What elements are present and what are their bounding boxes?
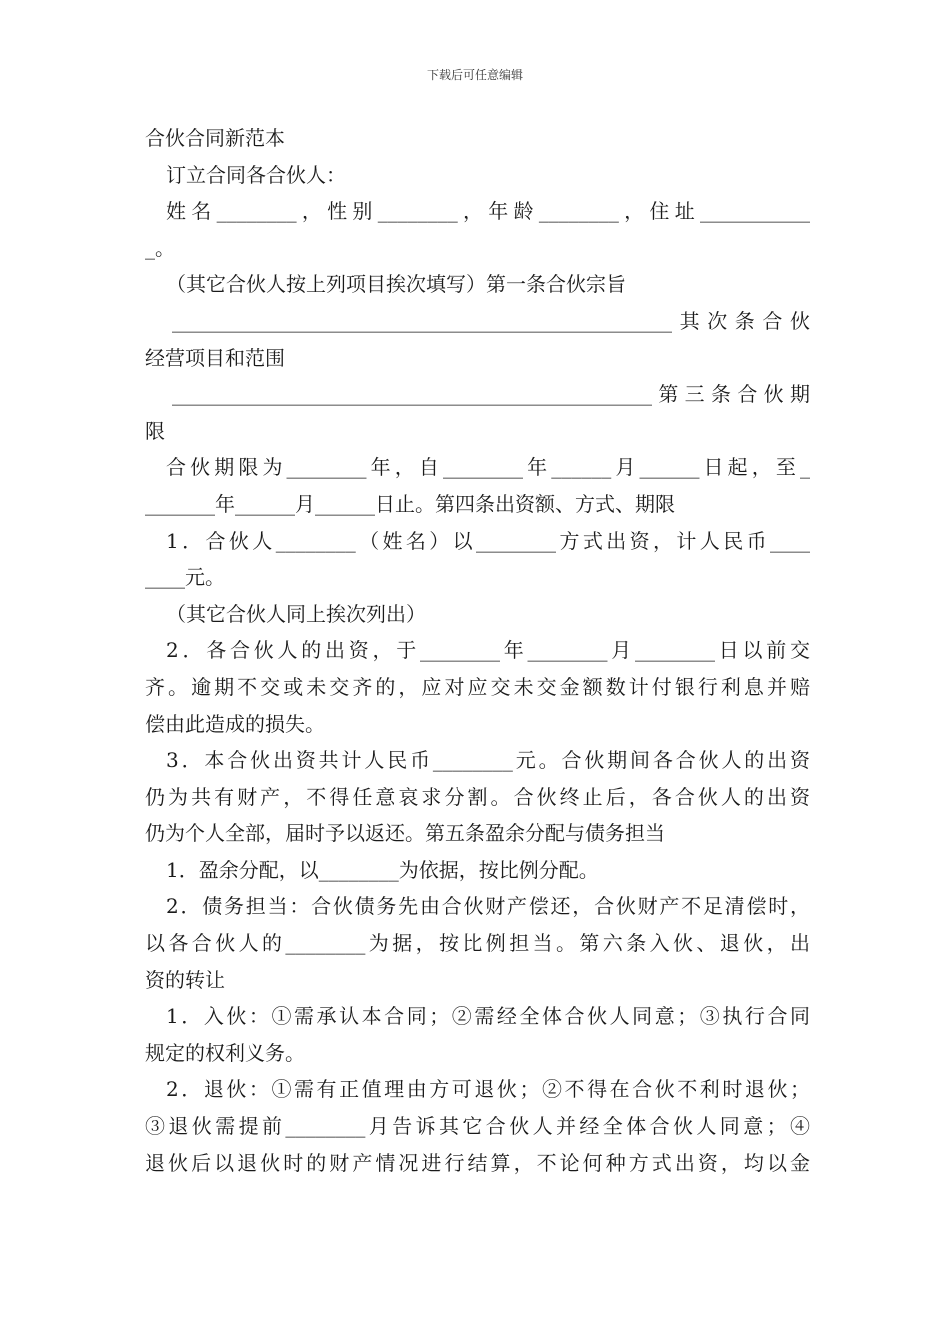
text-line: 以各合伙人的________为据，按比例担当。第六条入伙、退伙，出 [145,931,810,956]
page-header: 下载后可任意编辑 [426,68,523,82]
text-line: 1．盈余分配，以________为依据，按比例分配。 [166,857,599,882]
text-line: 偿由此造成的损失。 [145,711,325,736]
text-line: __________________________________________________其次条合伙 [172,308,810,333]
text-line: 订立合同各合伙人： [166,162,346,187]
text-line: 合伙期限为________年，自________年______月______日起，至_ [166,455,810,480]
text-line: 2．各合伙人的出资，于________年________月________日以前交 [166,638,810,663]
document-title: 合伙合同新范本 [145,126,285,150]
text-line: 齐。逾期不交或未交齐的，应对应交未交金额数计付银行利息并赔 [145,674,810,699]
text-line: 仍为个人全部，届时予以返还。第五条盈余分配与债务担当 [145,821,665,846]
text-line: 限 [145,418,165,443]
text-line: 仍为共有财产，不得任意哀求分割。合伙终止后，各合伙人的出资 [145,784,810,809]
text-line: 2．债务担当：合伙债务先由合伙财产偿还，合伙财产不足清偿时， [166,894,810,919]
text-line: 退伙后以退伙时的财产情况进行结算，不论何种方式出资，均以金 [145,1150,810,1175]
text-line: 姓名________，性别________，年龄________，住址___________ [166,199,810,224]
text-line: 经营项目和范围 [145,345,285,370]
text-line: ____元。 [145,565,225,590]
document-body [145,120,810,1181]
text-line: 2．退伙：①需有正值理由方可退伙；②不得在合伙不利时退伙； [166,1077,810,1102]
text-line: （其它合伙人同上挨次列出） [166,601,426,626]
text-line: _______年______月______日止。第四条出资额、方式、期限 [145,491,675,516]
text-line: _。 [145,235,175,260]
text-line: 1．入伙：①需承认本合同；②需经全体合伙人同意；③执行合同 [166,1004,810,1029]
text-line: （其它合伙人按上列项目挨次填写）第一条合伙宗旨 [166,272,626,297]
text-line: 资的转让 [145,967,225,992]
text-line: ③退伙需提前________月告诉其它合伙人并经全体合伙人同意；④ [145,1114,810,1139]
text-line: 规定的权利义务。 [145,1040,305,1065]
text-line: 3．本合伙出资共计人民币________元。合伙期间各合伙人的出资 [166,748,810,773]
text-line: ________________________________________________第三条合伙期 [172,382,810,407]
text-line: 1．合伙人________（姓名）以________方式出资，计人民币____ [166,528,810,553]
